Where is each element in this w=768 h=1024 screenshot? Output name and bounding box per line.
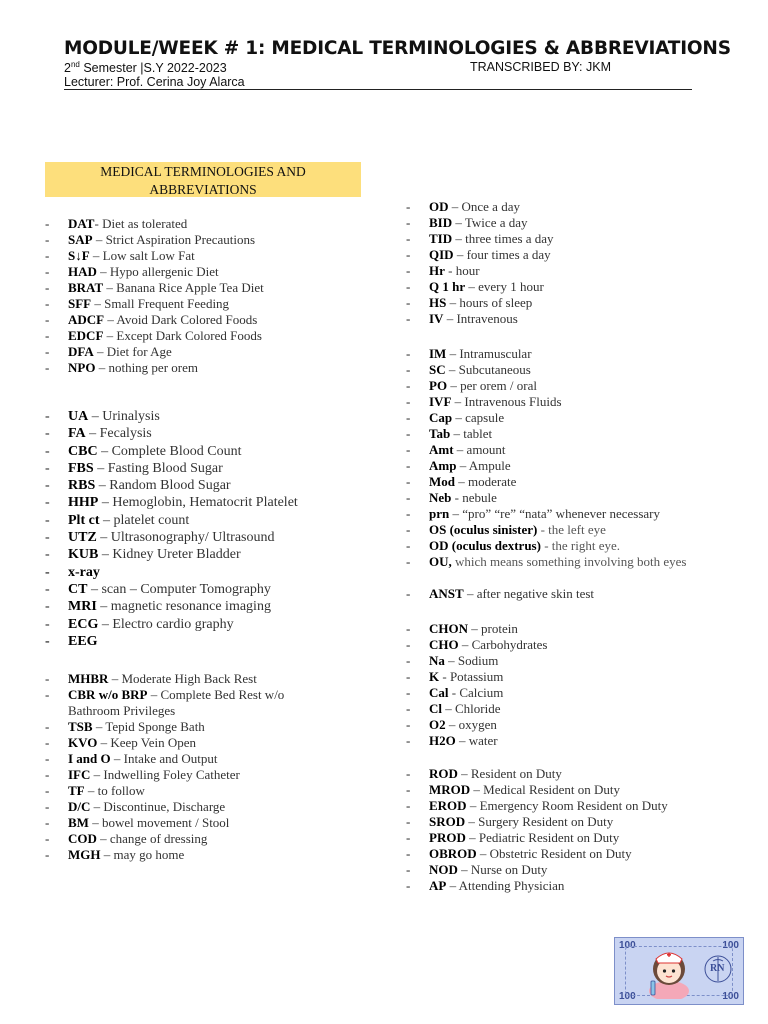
list-item (45, 425, 298, 442)
section-heading-line2: ABBREVIATIONS (149, 182, 257, 197)
lecturer: Lecturer: Prof. Cerina Joy Alarca (64, 75, 245, 89)
list-item (45, 344, 264, 360)
frequency-list (406, 199, 554, 327)
abbr: SC (429, 362, 446, 377)
list-item (45, 477, 298, 494)
abbr: CBR w/o BRP (68, 687, 148, 702)
definition: – hours of sleep (446, 295, 533, 310)
abbr: S↓F (68, 248, 90, 263)
definition: – Pediatric Resident on Duty (465, 830, 620, 845)
abbr: Amt (429, 442, 454, 457)
list-item (45, 719, 318, 735)
definition: – bowel movement / Stool (88, 815, 230, 830)
definition: – scan – Computer Tomography (87, 581, 271, 597)
abbr: UA (68, 409, 89, 424)
abbr: OD (oculus dextrus) (429, 538, 541, 553)
abbr: KUB (68, 547, 99, 563)
abbr: D/C (68, 799, 91, 814)
list-item (406, 669, 547, 685)
abbr: IV (429, 311, 444, 326)
definition: – four times a day (453, 247, 551, 262)
definition: – Hemoglobin, Hematocrit Platelet (98, 495, 298, 511)
definition: – Random Blood Sugar (95, 478, 231, 494)
list-item (406, 215, 554, 231)
definition: - hour (444, 263, 480, 278)
list-item (406, 862, 668, 878)
transcriber: TRANSCRIBED BY: JKM (470, 60, 611, 74)
list-item (406, 538, 729, 554)
definition: - Calcium (448, 685, 504, 700)
abbr: MGH (68, 847, 101, 862)
list-item (406, 522, 729, 538)
semester-ordinal: 2 (64, 61, 71, 76)
abbr: x-ray (68, 564, 100, 580)
abbr: OU, (429, 554, 452, 569)
definition: – Discontinue, Discharge (90, 799, 226, 814)
abbr: Na (429, 653, 445, 668)
abbr: Amp (429, 458, 457, 473)
definition: – Intravenous Fluids (451, 394, 562, 409)
definition: – water (455, 733, 498, 748)
definition: – change of dressing (96, 831, 208, 846)
definition: – Except Dark Colored Foods (103, 328, 262, 343)
definition: – Complete Bed Rest w/o Bathroom Privileges (68, 687, 285, 718)
abbr: ECG (68, 616, 99, 632)
list-item (406, 814, 668, 830)
definition: – Medical Resident on Duty (470, 782, 621, 797)
list-item (406, 426, 729, 442)
list-item (45, 735, 318, 751)
list-item (406, 554, 729, 586)
abbr: OBROD (429, 846, 477, 861)
list-item (406, 846, 668, 862)
abbr: ADCF (68, 312, 105, 327)
list-item (406, 474, 729, 490)
abbr: DAT (68, 216, 95, 231)
list-item (406, 279, 554, 295)
abbr: TF (68, 783, 85, 798)
abbr: NPO (68, 360, 96, 375)
definition: – Resident on Duty (457, 766, 562, 781)
abbr: BID (429, 215, 453, 230)
abbr: QID (429, 247, 454, 262)
definition: which means something involving both eyes (451, 554, 687, 569)
abbr: PROD (429, 830, 466, 845)
abbr: MRI (68, 599, 97, 615)
definition: – platelet count (99, 512, 190, 528)
abbr: ANST (429, 586, 464, 601)
definition: – Intramuscular (446, 346, 532, 361)
list-item (406, 798, 668, 814)
abbr: O2 (429, 717, 446, 732)
list-item (45, 296, 264, 312)
list-item (45, 512, 298, 529)
list-item (406, 733, 547, 749)
definition: – Ultrasonography/ Ultrasound (96, 530, 275, 546)
abbr: Plt ct (68, 512, 100, 528)
section-heading (45, 162, 361, 197)
abbr: prn (429, 506, 450, 521)
definition: – oxygen (445, 717, 497, 732)
abbr: COD (68, 831, 97, 846)
definition: – may go home (100, 847, 185, 862)
denomination-bottom-left: 100 (619, 991, 636, 1002)
abbr: BM (68, 815, 89, 830)
list-item (406, 830, 668, 846)
definition: – Intake and Output (110, 751, 218, 766)
abbr: TSB (68, 719, 93, 734)
definition: – Twice a day (452, 215, 528, 230)
list-item (406, 394, 729, 410)
abbr: NOD (429, 862, 458, 877)
list-item (45, 767, 318, 783)
page-title: MODULE/WEEK # 1: MEDICAL TERMINOLOGIES & ABBREVIATIONS (64, 38, 731, 59)
list-item (406, 362, 729, 378)
denomination-top-left: 100 (619, 940, 636, 951)
section-heading-line1: MEDICAL TERMINOLOGIES AND (100, 164, 306, 179)
definition: – nothing per orem (95, 360, 198, 375)
definition: – Moderate High Back Rest (108, 671, 257, 686)
list-item (406, 685, 547, 701)
list-item (406, 701, 547, 717)
abbr: IM (429, 346, 447, 361)
semester-line (64, 60, 227, 75)
list-item (45, 815, 318, 831)
definition: – Banana Rice Apple Tea Diet (103, 280, 264, 295)
list-item (45, 443, 298, 460)
definition: – after negative skin test (463, 586, 595, 601)
definition: – moderate (455, 474, 517, 489)
abbr: TID (429, 231, 453, 246)
list-item (45, 598, 298, 615)
definition: – Intravenous (443, 311, 518, 326)
list-item (45, 312, 264, 328)
list-item (406, 247, 554, 263)
abbr: Neb (429, 490, 452, 505)
list-item (45, 328, 264, 344)
definition: – Once a day (448, 199, 520, 214)
abbr: SFF (68, 296, 92, 311)
definition: – Indwelling Foley Catheter (90, 767, 240, 782)
list-item (45, 232, 264, 248)
definition: – “pro” “re” “nata” whenever necessary (449, 506, 660, 521)
definition: – Hypo allergenic Diet (96, 264, 219, 279)
abbr: MHBR (68, 671, 109, 686)
list-item (406, 378, 729, 394)
abbr: CHO (429, 637, 459, 652)
header-rule (64, 89, 692, 90)
definition: – Diet for Age (93, 344, 172, 359)
definition: – amount (453, 442, 506, 457)
definition: – Low salt Low Fat (89, 248, 195, 263)
definition: - Potassium (439, 669, 504, 684)
abbr: EDCF (68, 328, 104, 343)
list-item (45, 616, 298, 633)
list-item (45, 216, 264, 232)
definition: – Keep Vein Open (97, 735, 197, 750)
abbr: Cal (429, 685, 449, 700)
lab-list (45, 408, 298, 650)
nurse-banknote-sticker (614, 937, 744, 1005)
list-item (45, 783, 318, 799)
definition: – Surgery Resident on Duty (465, 814, 614, 829)
list-item (406, 717, 547, 733)
definition: – Avoid Dark Colored Foods (104, 312, 258, 327)
definition: – Carbohydrates (458, 637, 548, 652)
abbr: ROD (429, 766, 458, 781)
definition: – Electro cardio graphy (98, 616, 234, 632)
definition: - the left eye (537, 522, 606, 537)
definition: - nebule (451, 490, 497, 505)
abbr: BRAT (68, 280, 104, 295)
definition: – Fecalysis (85, 426, 152, 442)
list-item (406, 766, 668, 782)
list-item (45, 671, 318, 687)
list-item (45, 799, 318, 815)
list-item (45, 280, 264, 296)
abbr: Hr (429, 263, 445, 278)
definition: – per orem / oral (447, 378, 537, 393)
definition: - the right eye. (540, 538, 621, 553)
semester-suffix: nd (70, 60, 80, 69)
abbr: AP (429, 878, 447, 893)
abbr: IFC (68, 767, 91, 782)
list-item (406, 263, 554, 279)
abbr: CHON (429, 621, 468, 636)
list-item (406, 346, 729, 362)
abbr: EROD (429, 798, 467, 813)
abbr: CT (68, 581, 88, 597)
abbr: PO (429, 378, 448, 393)
definition: – Chloride (442, 701, 501, 716)
list-item (406, 231, 554, 247)
list-item (406, 653, 547, 669)
abbr: DFA (68, 344, 94, 359)
list-item (45, 581, 298, 598)
abbr: K (429, 669, 440, 684)
definition: – to follow (84, 783, 145, 798)
seal-initials: RN (710, 963, 725, 974)
list-item (406, 586, 729, 602)
abbr: OS (oculus sinister) (429, 522, 538, 537)
abbr: EEG (68, 633, 98, 649)
list-item (406, 878, 668, 894)
definition: – Ampule (456, 458, 511, 473)
definition: – Tepid Sponge Bath (92, 719, 205, 734)
list-item (45, 564, 298, 581)
definition: – magnetic resonance imaging (96, 599, 271, 615)
list-item (406, 442, 729, 458)
list-item (406, 621, 547, 637)
abbr: OD (429, 199, 449, 214)
list-item (45, 546, 298, 563)
denomination-bottom-right: 100 (722, 991, 739, 1002)
definition: – Small Frequent Feeding (91, 296, 230, 311)
list-item (45, 529, 298, 546)
definition: - Diet as tolerated (94, 216, 188, 231)
list-item (45, 460, 298, 477)
abbr: KVO (68, 735, 98, 750)
definition: – Kidney Ureter Bladder (98, 547, 241, 563)
list-item (45, 494, 298, 511)
abbr: UTZ (68, 530, 97, 546)
chemistry-list (406, 621, 547, 749)
definition: – Emergency Room Resident on Duty (466, 798, 668, 813)
list-item (406, 782, 668, 798)
abbr: H2O (429, 733, 456, 748)
list-item (45, 687, 318, 719)
definition: – Complete Blood Count (97, 443, 242, 459)
list-item (45, 248, 264, 264)
list-item (406, 458, 729, 474)
definition: – three times a day (452, 231, 554, 246)
definition: – capsule (452, 410, 505, 425)
list-item (406, 506, 729, 522)
duty-list (406, 766, 668, 894)
definition: – Fasting Blood Sugar (93, 460, 223, 476)
definition: – Obstetric Resident on Duty (476, 846, 632, 861)
abbr: Mod (429, 474, 455, 489)
route-list (406, 346, 729, 602)
definition: – protein (468, 621, 518, 636)
abbr: HHP (68, 495, 99, 511)
abbr: IVF (429, 394, 452, 409)
list-item (45, 264, 264, 280)
abbr: CBC (68, 443, 98, 459)
abbr: FA (68, 426, 86, 442)
abbr: HAD (68, 264, 97, 279)
semester-text: Semester |S.Y 2022-2023 (79, 61, 227, 76)
diet-list (45, 216, 264, 376)
abbr: RBS (68, 478, 96, 494)
list-item (406, 199, 554, 215)
abbr: SROD (429, 814, 466, 829)
list-item (45, 408, 298, 425)
definition: – every 1 hour (465, 279, 544, 294)
list-item (45, 751, 318, 767)
abbr: FBS (68, 460, 94, 476)
list-item (45, 360, 264, 376)
nurse-cartoon-icon (645, 943, 693, 999)
definition: – Urinalysis (88, 409, 160, 424)
list-item (406, 311, 554, 327)
abbr: SAP (68, 232, 93, 247)
list-item (406, 295, 554, 311)
list-item (406, 410, 729, 426)
definition: – Subcutaneous (445, 362, 531, 377)
abbr: Cl (429, 701, 442, 716)
list-item (406, 490, 729, 506)
definition: – Nurse on Duty (457, 862, 548, 877)
list-item (45, 633, 298, 650)
definition: – tablet (450, 426, 493, 441)
abbr: HS (429, 295, 447, 310)
definition: – Strict Aspiration Precautions (92, 232, 256, 247)
list-item (45, 847, 318, 863)
abbr: I and O (68, 751, 111, 766)
definition: – Sodium (444, 653, 499, 668)
abbr: Q 1 hr (429, 279, 466, 294)
list-item (45, 831, 318, 847)
list-item (406, 637, 547, 653)
definition: – Attending Physician (446, 878, 565, 893)
abbr: MROD (429, 782, 471, 797)
abbr: Cap (429, 410, 453, 425)
denomination-top-right: 100 (722, 940, 739, 951)
order-list (45, 671, 318, 863)
abbr: Tab (429, 426, 451, 441)
